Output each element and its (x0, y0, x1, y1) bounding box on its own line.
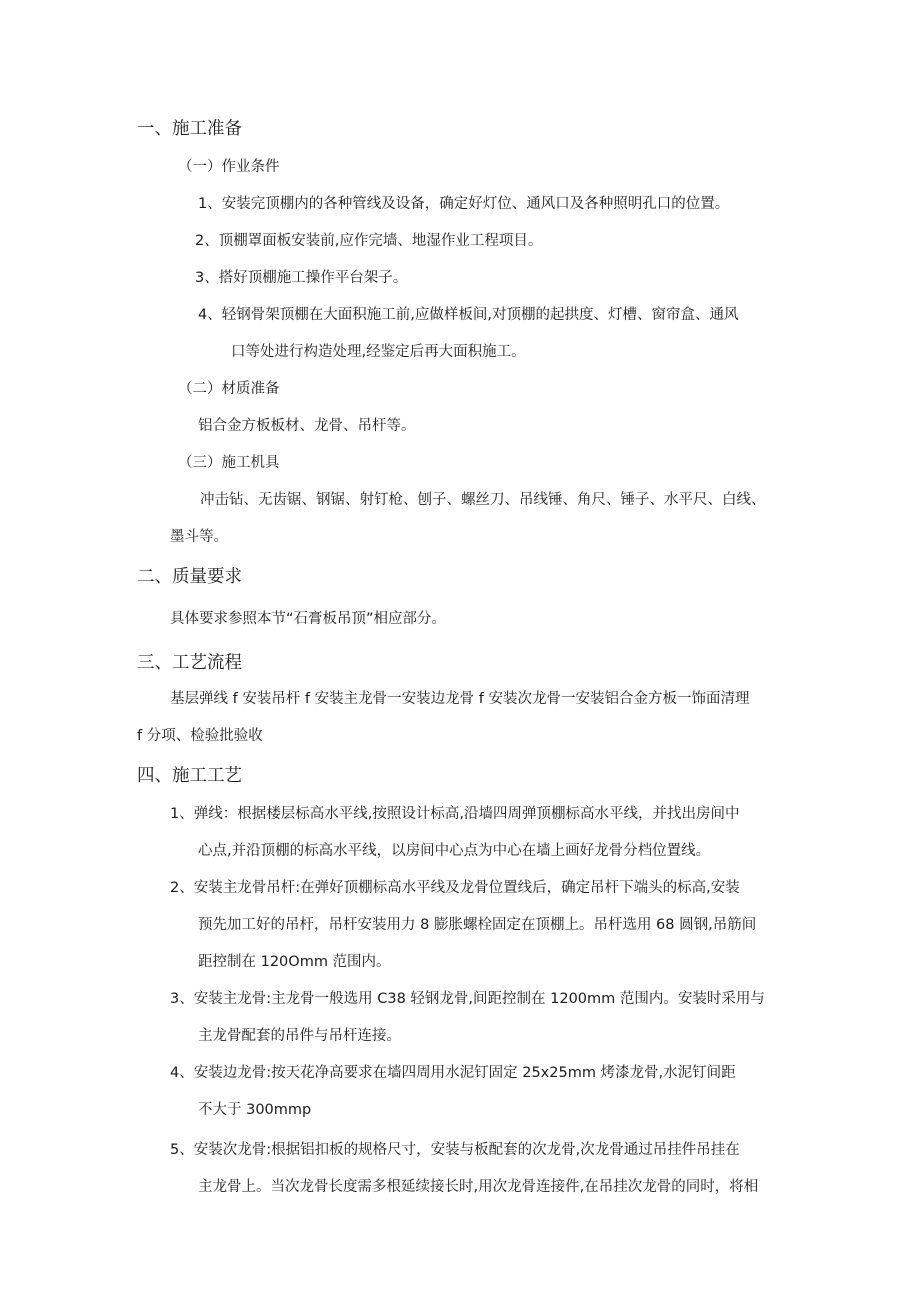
section-heading-process: 四、施工工艺 (137, 766, 242, 786)
tools-text: 冲击钻、无齿锯、钢锯、射钉枪、刨子、螺丝刀、吊线锤、角尺、锤子、水平尺、白线、 (200, 492, 766, 508)
flow-text-cont: f 分项、检验批验收 (137, 728, 263, 744)
subsection-title-materials: （二）材质准备 (178, 381, 280, 397)
flow-text: 基层弹线 f 安装吊杆 f 安装主龙骨一安装边龙骨 f 安装次龙骨一安装铝合金方板一饰面清理 (170, 691, 750, 707)
quality-text: 具体要求参照本节“石膏板吊顶”相应部分。 (170, 611, 447, 627)
section-heading-flow: 三、工艺流程 (137, 653, 242, 673)
process-item-1: 1、弹线：根据楼层标高水平线,按照设计标高,沿墙四周弹顶棚标高水平线，并找出房间中 (170, 806, 740, 822)
section-heading-prep: 一、施工准备 (137, 119, 242, 139)
process-item-5-cont: 主龙骨上。当次龙骨长度需多根延续接长时,用次龙骨连接件,在吊挂次龙骨的同时，将相 (198, 1179, 759, 1195)
section-heading-quality: 二、质量要求 (137, 567, 242, 587)
process-item-2: 2、安装主龙骨吊杆:在弹好顶棚标高水平线及龙骨位置线后，确定吊杆下端头的标高,安装 (170, 880, 740, 896)
process-item-4-cont: 不大于 300mmp (198, 1102, 312, 1118)
process-item-3: 3、安装主龙骨:主龙骨一般选用 C38 轻钢龙骨,间距控制在 1200mm 范围内。安装时采用与 (170, 991, 765, 1007)
process-item-4: 4、安装边龙骨:按天花净高要求在墙四周用水泥钉固定 25x25mm 烤漆龙骨,水泥钉间距 (170, 1065, 736, 1081)
tools-text-cont: 墨斗等。 (170, 529, 228, 545)
process-item-5: 5、安装次龙骨:根据铝扣板的规格尺寸，安装与板配套的次龙骨,次龙骨通过吊挂件吊挂在 (170, 1142, 740, 1158)
prep-item-3: 3、搭好顶棚施工操作平台架子。 (195, 270, 408, 286)
subsection-title-work-conditions: （一）作业条件 (178, 159, 280, 175)
prep-item-4-cont: 口等处进行构造处理,经鉴定后再大面积施工。 (231, 344, 526, 360)
prep-item-4: 4、轻钢骨架顶棚在大面积施工前,应做样板间,对顶棚的起拱度、灯槽、窗帘盒、通风 (198, 307, 739, 323)
materials-text: 铝合金方板板材、龙骨、吊杆等。 (198, 418, 416, 434)
subsection-title-tools: （三）施工机具 (178, 455, 280, 471)
process-item-3-cont: 主龙骨配套的吊件与吊杆连接。 (198, 1028, 401, 1044)
process-item-2-cont2: 距控制在 120Omm 范围内。 (198, 954, 391, 970)
process-item-2-cont: 预先加工好的吊杆，吊杆安装用力 8 膨胀螺栓固定在顶棚上。吊杆选用 68 圆钢,吊筋间 (198, 917, 757, 933)
prep-item-1: 1、安装完顶棚内的各种管线及设备，确定好灯位、通风口及各种照明孔口的位置。 (198, 196, 730, 212)
prep-item-2: 2、顶棚罩面板安装前,应作完墙、地湿作业工程项目。 (195, 233, 543, 249)
process-item-1-cont: 心点,并沿顶棚的标高水平线，以房间中心点为中心在墙上画好龙骨分档位置线。 (198, 843, 711, 859)
